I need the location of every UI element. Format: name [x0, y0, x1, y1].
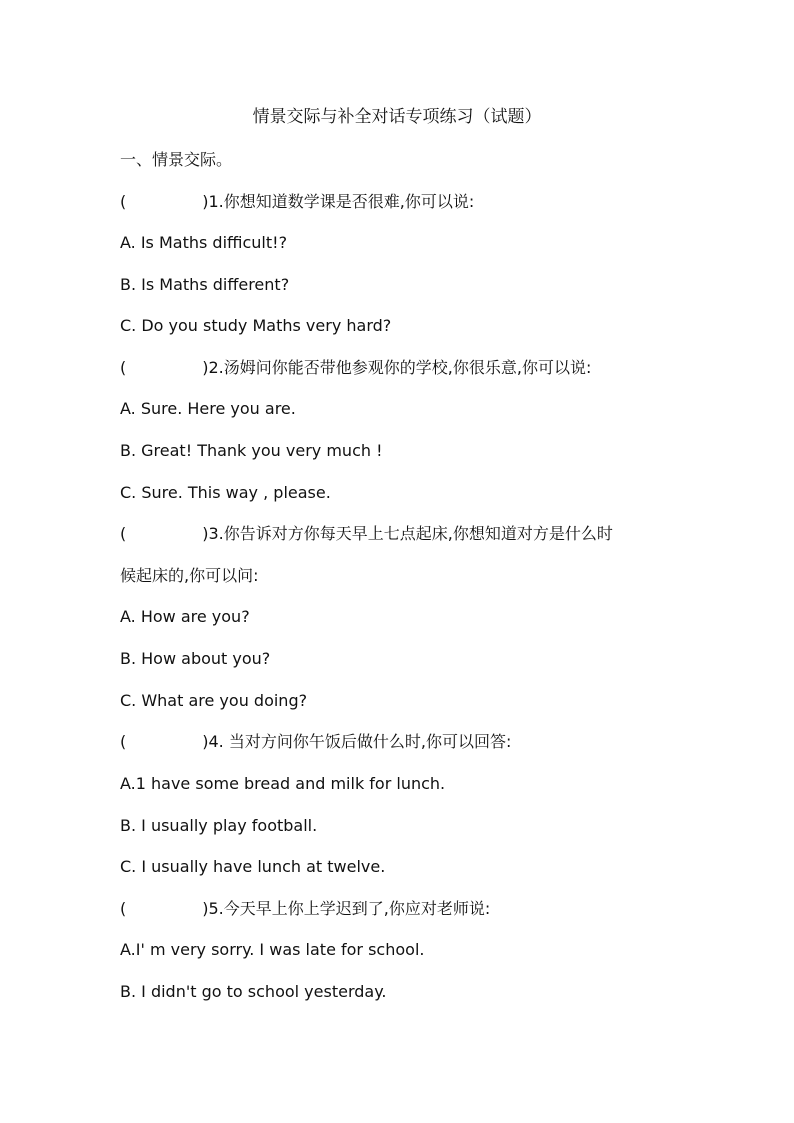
answer-paren-open: ( [120, 358, 127, 377]
q3-option-c: C. What are you doing? [120, 691, 308, 710]
question-3 [120, 521, 613, 547]
question-3-prompt-continued: 候起床的,你可以问: [120, 566, 259, 585]
section-heading: 一、情景交际。 [120, 150, 233, 169]
q2-option-b: B. Great! Thank you very much ! [120, 441, 383, 460]
question-4-prompt: 4. 当对方问你午饭后做什么时,你可以回答: [208, 732, 512, 751]
q1-option-b: B. Is Maths different? [120, 275, 290, 294]
answer-paren-open: ( [120, 192, 127, 211]
q4-option-c: C. I usually have lunch at twelve. [120, 857, 386, 876]
question-2 [120, 355, 591, 381]
question-5 [120, 896, 490, 922]
q3-option-a: A. How are you? [120, 607, 250, 626]
answer-paren-open: ( [120, 899, 127, 918]
q5-option-a: A.I' m very sorry. I was late for school. [120, 940, 425, 959]
question-1-prompt: 1.你想知道数学课是否很难,你可以说: [208, 192, 475, 211]
question-3-prompt: 3.你告诉对方你每天早上七点起床,你想知道对方是什么时 [208, 524, 613, 543]
answer-paren-open: ( [120, 732, 127, 751]
q5-option-b: B. I didn't go to school yesterday. [120, 982, 387, 1001]
q4-option-a: A.1 have some bread and milk for lunch. [120, 774, 446, 793]
question-1 [120, 189, 474, 215]
q2-option-c: C. Sure. This way , please. [120, 483, 331, 502]
page-title: 情景交际与补全对话专项练习（试题） [252, 107, 542, 127]
question-5-prompt: 5.今天早上你上学迟到了,你应对老师说: [208, 899, 491, 918]
q1-option-a: A. Is Maths difficult!? [120, 233, 288, 252]
question-2-prompt: 2.汤姆问你能否带他参观你的学校,你很乐意,你可以说: [208, 358, 592, 377]
question-4 [120, 729, 511, 755]
answer-paren-close: ) [202, 192, 209, 211]
answer-paren-close: ) [202, 358, 209, 377]
q3-option-b: B. How about you? [120, 649, 271, 668]
answer-paren-close: ) [202, 899, 209, 918]
answer-paren-close: ) [202, 524, 209, 543]
q4-option-b: B. I usually play football. [120, 816, 318, 835]
answer-paren-open: ( [120, 524, 127, 543]
answer-paren-close: ) [202, 732, 209, 751]
q1-option-c: C. Do you study Maths very hard? [120, 316, 392, 335]
q2-option-a: A. Sure. Here you are. [120, 399, 296, 418]
